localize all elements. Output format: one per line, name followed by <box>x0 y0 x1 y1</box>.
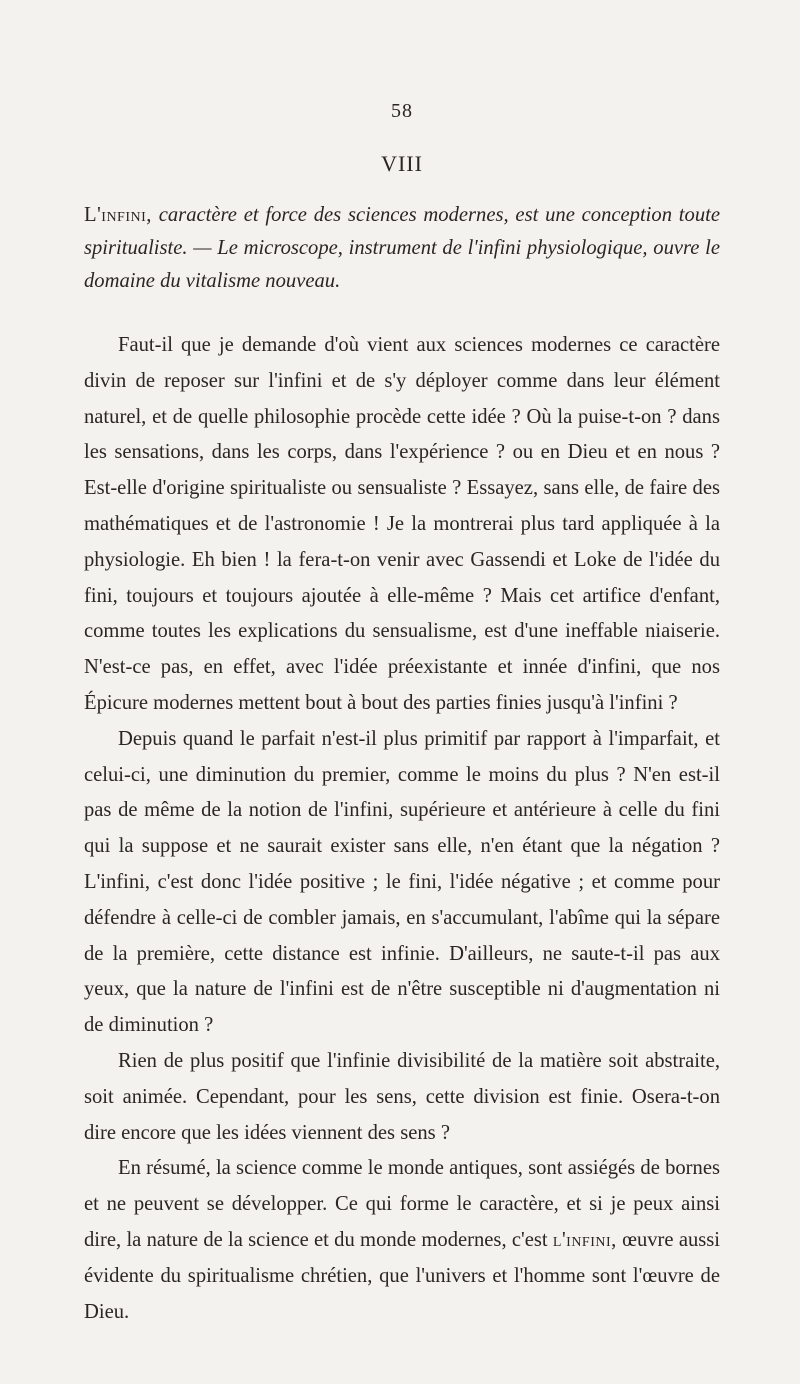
page-number: 58 <box>391 100 413 122</box>
summary-lead: L'infini, <box>84 204 152 226</box>
summary-text: caractère et force des sciences modernes, est une conception toute spiritualiste. — Le microscope, instrument de l'infini physiologique, ouvre le domaine du vitalisme nouveau. <box>84 204 720 292</box>
paragraph-4 <box>84 1151 720 1330</box>
chapter-summary <box>84 199 720 298</box>
paragraph-2: Depuis quand le parfait n'est-il plus primitif par rapport à l'imparfait, et celui-ci, une diminution du premier, comme le moins du plus ? N'en est-il pas de même de la notion de l'infini, supérieure et antérieure à celle du fini qui la suppose et ne saurait exister sans elle, n'en étant que la négation ? L'infini, c'est donc l'idée positive ; le fini, l'idée négative ; et comme pour défendre à celle-ci de combler jamais, en s'accumulant, l'abîme qui la sépare de la première, cette distance est infinie. D'ailleurs, ne saute-t-il pas aux yeux, que la nature de l'infini est de n'être susceptible ni d'augmentation ni de diminution ? <box>84 727 720 1037</box>
section-heading: VIII <box>381 151 423 176</box>
paragraph-1: Faut-il que je demande d'où vient aux sciences modernes ce caractère divin de reposer sur l'infini et de s'y déployer comme dans leur élément naturel, et de quelle philosophie procède cette idée ? Où la puise-t-on ? dans les sensations, dans les corps, dans l'expérience ? ou en Dieu et en nous ? Est-elle d'origine spiritualiste ou sensualiste ? Essayez, sans elle, de faire des mathématiques et de l'astronomie ! Je la montrerai plus tard appliquée à la physiologie. Eh bien ! la fera-t-on venir avec Gassendi et Loke de l'idée du fini, toujours et toujours ajoutée à elle-même ? Mais cet artifice d'enfant, comme toutes les explications du sensualisme, est d'une ineffable niaiserie. N'est-ce pas, en effet, avec l'idée préexistante et innée d'infini, que nos Épicure modernes mettent bout à bout des parties finies jusqu'à l'infini ? <box>84 334 720 714</box>
paragraph-4-text: En résumé, la science comme le monde antiques, sont assiégés de bornes et ne peuvent se développer. Ce qui forme le caractère, et si je peux ainsi dire, la nature de la science et du monde modernes, c'est <box>84 1157 720 1251</box>
paragraph-3: Rien de plus positif que l'infinie divisibilité de la matière soit abstraite, soit animée. Cependant, pour les sens, cette division est finie. Osera-t-on dire encore que les idées viennent des sens ? <box>84 1049 720 1144</box>
paragraph-4-ending: œuvre aussi évidente du spiritualisme chrétien, que l'univers et l'homme sont l'œuvre de Dieu. <box>84 1228 721 1323</box>
paragraph-4-smallcaps: l'infini, <box>552 1228 617 1251</box>
